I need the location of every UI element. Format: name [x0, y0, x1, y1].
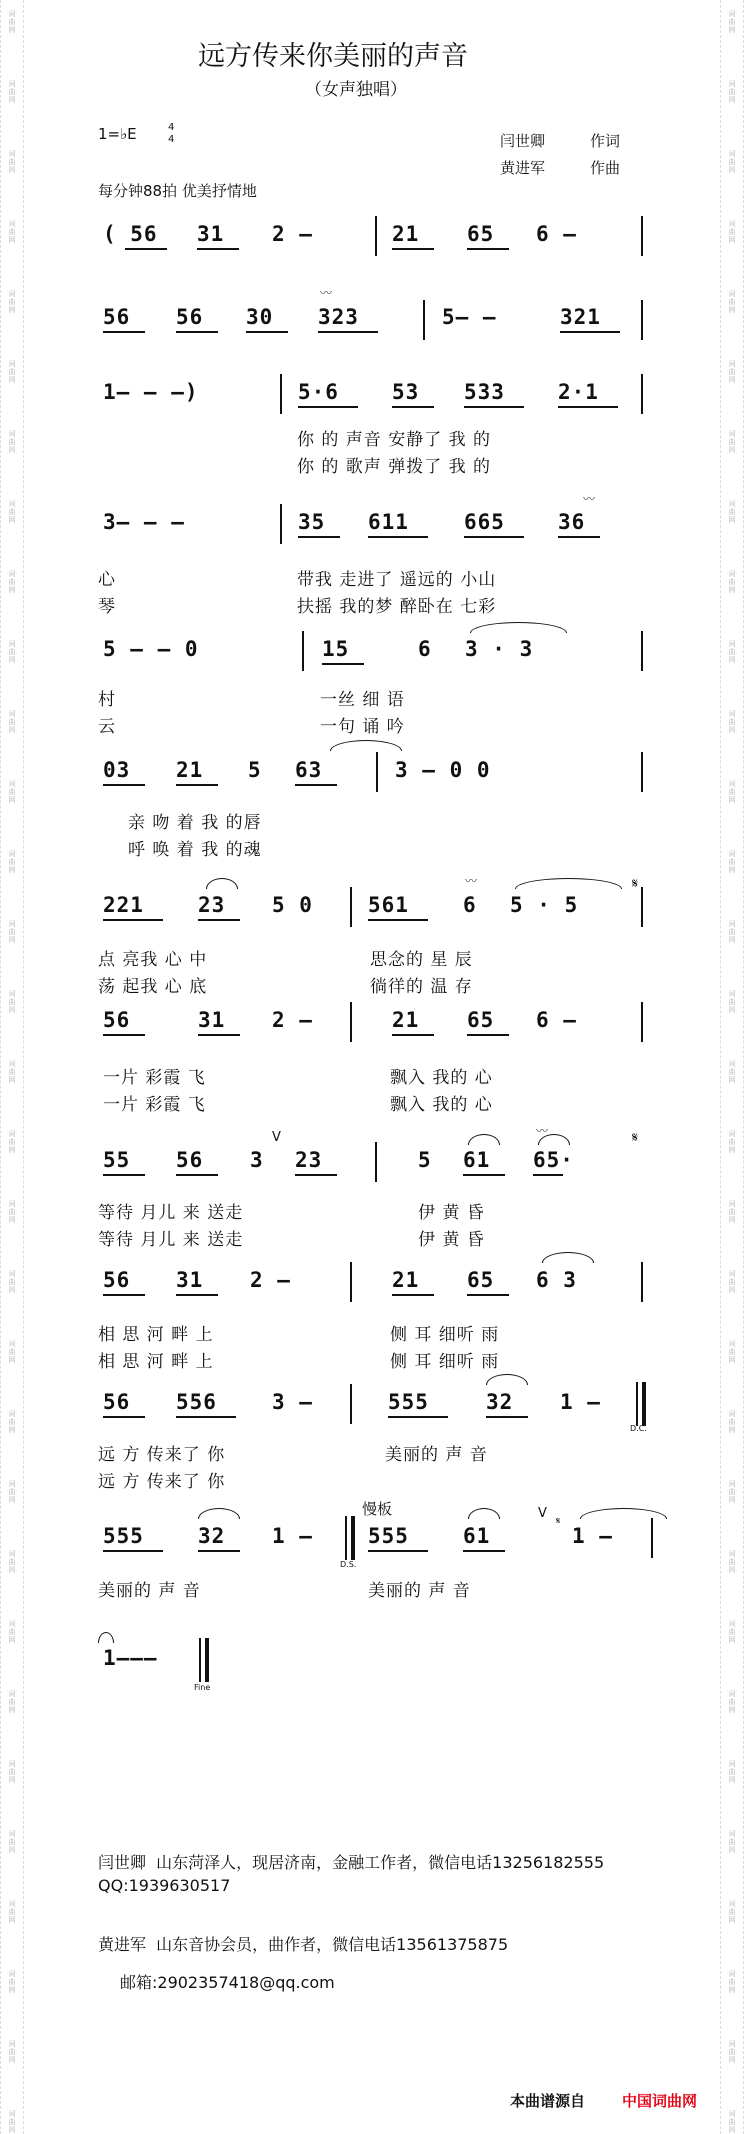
watermark-mark: 词 曲 网	[8, 1200, 16, 1224]
note-group: 1— — —)	[103, 380, 199, 404]
note-group: 31	[197, 222, 225, 246]
lyric-line: 亲 吻 着 我 的唇	[128, 813, 262, 833]
note-group: 1 —	[560, 1390, 601, 1414]
note-group: 65	[467, 222, 495, 246]
breath-mark: V	[538, 1506, 547, 1521]
note-group: 555	[368, 1524, 409, 1548]
source-label: 本曲谱源自	[510, 2092, 586, 2110]
barline	[651, 1518, 653, 1558]
underline	[392, 1294, 434, 1296]
underline	[103, 919, 163, 921]
underline	[392, 406, 434, 408]
watermark-mark: 词 曲 网	[8, 1060, 16, 1084]
tempo-marking: 每分钟88拍 优美抒情地	[98, 182, 257, 200]
note-group: 32	[198, 1524, 226, 1548]
barline	[280, 374, 282, 414]
watermark-mark: 词 曲 网	[8, 850, 16, 874]
lyric-line: 等待 月儿 来 送走	[98, 1230, 244, 1250]
tie-arc	[468, 1508, 500, 1519]
barline	[641, 216, 643, 256]
watermark-mark: 词 曲 网	[8, 360, 16, 384]
watermark-mark: 词 曲 网	[728, 220, 736, 244]
note-group: 6	[418, 637, 432, 661]
underline	[558, 536, 600, 538]
note-group: 5— —	[442, 305, 497, 329]
breath-mark: V	[272, 1130, 281, 1145]
tie-arc	[468, 1134, 500, 1145]
watermark-mark: 词 曲 网	[8, 80, 16, 104]
watermark-mark: 词 曲 网	[8, 1760, 16, 1784]
barline	[375, 1142, 377, 1182]
watermark-mark: 词 曲 网	[728, 1900, 736, 1924]
segno-icon: 𝄋	[556, 1516, 561, 1527]
note-group: 30	[246, 305, 274, 329]
note-group: 56	[103, 1390, 131, 1414]
note-group: 665	[464, 510, 505, 534]
note-group: ( 56	[103, 222, 158, 246]
watermark-mark: 词 曲 网	[728, 990, 736, 1014]
watermark-mark: 词 曲 网	[8, 1620, 16, 1644]
note-group: 1———	[103, 1646, 158, 1670]
note-group: 36	[558, 510, 586, 534]
barline	[350, 1262, 352, 1302]
watermark-mark: 词 曲 网	[728, 1340, 736, 1364]
note-group: 21	[392, 1268, 420, 1292]
tie-arc	[515, 878, 622, 889]
lyric-line: 侧 耳 细听 雨	[390, 1325, 500, 1345]
lyric-line: 带我 走进了 遥远的 小山	[297, 570, 497, 590]
watermark-mark: 词 曲 网	[728, 1830, 736, 1854]
underline	[103, 331, 145, 333]
note-group: 35	[298, 510, 326, 534]
note-group: 1 —	[572, 1524, 613, 1548]
underline	[198, 1550, 240, 1552]
barline	[641, 374, 643, 414]
segno-icon: 𝄋	[632, 876, 639, 892]
note-group: 31	[176, 1268, 204, 1292]
mordent-icon: 〰	[320, 286, 333, 300]
underline	[463, 1550, 505, 1552]
note-group: 3 — 0 0	[395, 758, 491, 782]
underline	[198, 919, 240, 921]
lyric-line: 等待 月儿 来 送走	[98, 1203, 244, 1223]
song-subtitle: （女声独唱）	[305, 80, 407, 100]
watermark-mark: 词 曲 网	[8, 1340, 16, 1364]
watermark-mark: 词 曲 网	[8, 500, 16, 524]
watermark-mark: 词 曲 网	[8, 150, 16, 174]
note-group: 65	[467, 1268, 495, 1292]
underline	[176, 1294, 218, 1296]
watermark-mark: 词 曲 网	[728, 1410, 736, 1434]
note-group: 2 —	[272, 222, 313, 246]
barline	[350, 1002, 352, 1042]
barline	[641, 1262, 643, 1302]
watermark-mark: 词 曲 网	[728, 710, 736, 734]
underline	[198, 1034, 240, 1036]
time-signature-bottom: 4	[168, 134, 175, 145]
underline	[103, 1034, 145, 1036]
watermark-mark: 词 曲 网	[728, 2110, 736, 2134]
time-signature-top: 4	[168, 122, 175, 133]
mordent-icon: 〰	[465, 874, 478, 888]
watermark-mark: 词 曲 网	[728, 1130, 736, 1154]
underline	[103, 1294, 145, 1296]
lyricist-bio: 闫世卿 山东菏泽人，现居济南，金融工作者，微信电话13256182555	[98, 1853, 605, 1872]
watermark-mark: 词 曲 网	[728, 780, 736, 804]
note-group: 65	[467, 1008, 495, 1032]
lyric-line: 思念的 星 辰	[370, 950, 473, 970]
watermark-mark: 词 曲 网	[8, 920, 16, 944]
lyric-line: 你 的 声音 安静了 我 的	[297, 430, 492, 450]
note-group: 3	[250, 1148, 264, 1172]
watermark-mark: 词 曲 网	[728, 80, 736, 104]
underline	[176, 784, 218, 786]
note-group: 56	[103, 305, 131, 329]
left-watermark-strip	[0, 0, 24, 2134]
watermark-mark: 词 曲 网	[8, 430, 16, 454]
watermark-mark: 词 曲 网	[8, 1690, 16, 1714]
underline	[103, 784, 145, 786]
note-group: 3 —	[272, 1390, 313, 1414]
note-group: 6 —	[536, 1008, 577, 1032]
underline	[103, 1174, 145, 1176]
underline	[467, 1294, 509, 1296]
underline	[103, 1550, 163, 1552]
right-watermark-strip	[720, 0, 744, 2134]
underline	[486, 1416, 528, 1418]
underline	[368, 536, 428, 538]
note-group: 31	[198, 1008, 226, 1032]
lyric-line: 点 亮我 心 中	[98, 950, 208, 970]
underline	[246, 331, 288, 333]
tie-arc	[198, 1508, 240, 1519]
segno-icon: 𝄋	[632, 1130, 639, 1146]
note-group: 56	[176, 1148, 204, 1172]
lyric-line: 一丝 细 语	[320, 690, 405, 710]
lyricist-name: 闫世卿	[500, 132, 546, 150]
dc-marking: D.C.	[630, 1424, 647, 1433]
mordent-icon: 〰	[583, 492, 596, 506]
key-signature: 1=♭E	[98, 125, 137, 143]
watermark-mark: 词 曲 网	[728, 430, 736, 454]
underline	[295, 784, 337, 786]
underline	[464, 536, 524, 538]
lyric-line: 徜徉的 温 存	[370, 977, 473, 997]
note-group: 5 · 5	[510, 893, 579, 917]
composer-email: 邮箱:2902357418@qq.com	[120, 1973, 335, 1992]
barline	[199, 1638, 201, 1682]
note-group: 21	[392, 1008, 420, 1032]
watermark-mark: 词 曲 网	[8, 1900, 16, 1924]
watermark-mark: 词 曲 网	[8, 1480, 16, 1504]
watermark-mark: 词 曲 网	[728, 2040, 736, 2064]
watermark-mark: 词 曲 网	[8, 290, 16, 314]
slow-tempo-marking: 慢板	[362, 1500, 393, 1518]
note-group: 32	[486, 1390, 514, 1414]
note-group: 21	[176, 758, 204, 782]
note-group: 23	[198, 893, 226, 917]
tie-arc	[206, 878, 238, 889]
underline	[560, 331, 620, 333]
note-group: 56	[103, 1008, 131, 1032]
note-group: 555	[388, 1390, 429, 1414]
watermark-mark: 词 曲 网	[728, 1200, 736, 1224]
watermark-mark: 词 曲 网	[728, 640, 736, 664]
watermark-mark: 词 曲 网	[728, 500, 736, 524]
watermark-mark: 词 曲 网	[8, 1830, 16, 1854]
lyric-line: 一片 彩霞 飞	[103, 1095, 206, 1115]
watermark-mark: 词 曲 网	[8, 570, 16, 594]
note-group: 1 —	[272, 1524, 313, 1548]
watermark-mark: 词 曲 网	[8, 1410, 16, 1434]
note-group: 23	[295, 1148, 323, 1172]
watermark-mark: 词 曲 网	[728, 150, 736, 174]
underline	[368, 1550, 428, 1552]
site-link[interactable]: 中国词曲网	[622, 2092, 698, 2110]
final-barline	[351, 1516, 355, 1560]
tie-arc	[330, 740, 402, 751]
lyric-line: 云	[98, 717, 116, 737]
watermark-mark: 词 曲 网	[728, 570, 736, 594]
lyric-line: 伊 黄 昏	[418, 1230, 485, 1250]
underline	[388, 1416, 448, 1418]
underline	[298, 536, 340, 538]
composer-bio: 黄进军 山东音协会员，曲作者，微信电话13561375875	[98, 1935, 509, 1954]
note-group: 55	[103, 1148, 131, 1172]
watermark-mark: 词 曲 网	[728, 1270, 736, 1294]
note-group: 2·1	[558, 380, 599, 404]
lyric-line: 侧 耳 细听 雨	[390, 1352, 500, 1372]
tie-arc	[542, 1252, 594, 1263]
watermark-mark: 词 曲 网	[728, 1970, 736, 1994]
lyric-line: 伊 黄 昏	[418, 1203, 485, 1223]
note-group: 5 0	[272, 893, 313, 917]
note-group: 63	[295, 758, 323, 782]
note-group: 2 —	[272, 1008, 313, 1032]
note-group: 221	[103, 893, 144, 917]
underline	[392, 1034, 434, 1036]
lyric-line: 一句 诵 吟	[320, 717, 405, 737]
underline	[558, 406, 618, 408]
lyricist-qq: QQ:1939630517	[98, 1876, 231, 1895]
lyric-line: 一片 彩霞 飞	[103, 1068, 206, 1088]
note-group: 5 — — 0	[103, 637, 199, 661]
note-group: 56	[176, 305, 204, 329]
tie-arc	[580, 1508, 667, 1519]
underline	[125, 248, 167, 250]
barline	[423, 300, 425, 340]
composer-role: 作曲	[590, 159, 621, 177]
final-barline	[205, 1638, 209, 1682]
note-group: 3 · 3	[465, 637, 534, 661]
barline	[636, 1382, 638, 1426]
watermark-mark: 词 曲 网	[728, 1760, 736, 1784]
note-group: 61	[463, 1524, 491, 1548]
note-group: 321	[560, 305, 601, 329]
underline	[176, 1174, 218, 1176]
barline	[345, 1516, 347, 1560]
composer-name: 黄进军	[500, 159, 546, 177]
lyric-line: 琴	[98, 597, 116, 617]
underline	[298, 406, 358, 408]
underline	[176, 331, 218, 333]
underline	[318, 331, 378, 333]
barline	[350, 887, 352, 927]
watermark-mark: 词 曲 网	[728, 850, 736, 874]
note-group: 15	[322, 637, 350, 661]
watermark-mark: 词 曲 网	[728, 1480, 736, 1504]
song-title: 远方传来你美丽的声音	[198, 41, 468, 72]
watermark-mark: 词 曲 网	[8, 1130, 16, 1154]
underline	[295, 1174, 337, 1176]
barline	[376, 752, 378, 792]
note-group: 6	[463, 893, 477, 917]
watermark-mark: 词 曲 网	[8, 220, 16, 244]
watermark-mark: 词 曲 网	[8, 2110, 16, 2134]
barline	[641, 631, 643, 671]
lyric-line: 美丽的 声 音	[385, 1445, 488, 1465]
ds-marking: D.S.	[340, 1560, 357, 1569]
note-group: 03	[103, 758, 131, 782]
note-group: 21	[392, 222, 420, 246]
watermark-mark: 词 曲 网	[728, 290, 736, 314]
fine-marking: Fine	[194, 1683, 211, 1692]
tie-arc	[98, 1632, 114, 1643]
lyric-line: 呼 唤 着 我 的魂	[128, 840, 262, 860]
note-group: 323	[318, 305, 359, 329]
watermark-mark: 词 曲 网	[8, 990, 16, 1014]
underline	[322, 663, 364, 665]
note-group: 611	[368, 510, 409, 534]
underline	[103, 1416, 145, 1418]
lyric-line: 飘入 我的 心	[390, 1095, 493, 1115]
lyric-line: 相 思 河 畔 上	[98, 1325, 214, 1345]
mordent-icon: 〰	[536, 1124, 549, 1138]
lyric-line: 荡 起我 心 底	[98, 977, 208, 997]
lyric-line: 飘入 我的 心	[390, 1068, 493, 1088]
watermark-mark: 词 曲 网	[728, 1690, 736, 1714]
underline	[392, 248, 434, 250]
note-group: 5	[418, 1148, 432, 1172]
watermark-mark: 词 曲 网	[8, 780, 16, 804]
lyric-line: 美丽的 声 音	[98, 1581, 201, 1601]
note-group: 61	[463, 1148, 491, 1172]
barline	[375, 216, 377, 256]
underline	[176, 1416, 236, 1418]
barline	[641, 887, 643, 927]
underline	[463, 1174, 505, 1176]
note-group: 5	[248, 758, 262, 782]
barline	[641, 1002, 643, 1042]
note-group: 56	[103, 1268, 131, 1292]
note-group: 3— — —	[103, 510, 185, 534]
lyric-line: 远 方 传来了 你	[98, 1445, 226, 1465]
barline	[302, 631, 304, 671]
note-group: 533	[464, 380, 505, 404]
watermark-mark: 词 曲 网	[728, 920, 736, 944]
watermark-mark: 词 曲 网	[8, 1550, 16, 1574]
lyric-line: 美丽的 声 音	[368, 1581, 471, 1601]
watermark-mark: 词 曲 网	[8, 710, 16, 734]
note-group: 555	[103, 1524, 144, 1548]
note-group: 6 3	[536, 1268, 577, 1292]
watermark-mark: 词 曲 网	[728, 1550, 736, 1574]
watermark-mark: 词 曲 网	[8, 640, 16, 664]
note-group: 6 —	[536, 222, 577, 246]
underline	[368, 919, 428, 921]
lyric-line: 你 的 歌声 弹拨了 我 的	[297, 457, 492, 477]
underline	[533, 1174, 563, 1176]
underline	[467, 248, 509, 250]
barline	[280, 504, 282, 544]
barline	[350, 1384, 352, 1424]
lyric-line: 远 方 传来了 你	[98, 1472, 226, 1492]
note-group: 2 —	[250, 1268, 291, 1292]
tie-arc	[486, 1374, 528, 1385]
watermark-mark: 词 曲 网	[728, 360, 736, 384]
barline	[641, 300, 643, 340]
underline	[467, 1034, 509, 1036]
note-group: 53	[392, 380, 420, 404]
note-group: 65·	[533, 1148, 574, 1172]
note-group: 556	[176, 1390, 217, 1414]
watermark-mark: 词 曲 网	[728, 1060, 736, 1084]
note-group: 5·6	[298, 380, 339, 404]
lyric-line: 心	[98, 570, 116, 590]
lyric-line: 村	[98, 690, 116, 710]
watermark-mark: 词 曲 网	[8, 1270, 16, 1294]
barline	[641, 752, 643, 792]
watermark-mark: 词 曲 网	[8, 10, 16, 34]
watermark-mark: 词 曲 网	[8, 2040, 16, 2064]
watermark-mark: 词 曲 网	[728, 1620, 736, 1644]
underline	[197, 248, 239, 250]
note-group: 561	[368, 893, 409, 917]
underline	[464, 406, 524, 408]
tie-arc	[470, 622, 567, 633]
watermark-mark: 词 曲 网	[728, 10, 736, 34]
lyric-line: 扶摇 我的梦 醉卧在 七彩	[297, 597, 497, 617]
lyricist-role: 作词	[590, 132, 621, 150]
watermark-mark: 词 曲 网	[8, 1970, 16, 1994]
lyric-line: 相 思 河 畔 上	[98, 1352, 214, 1372]
final-barline	[642, 1382, 646, 1426]
